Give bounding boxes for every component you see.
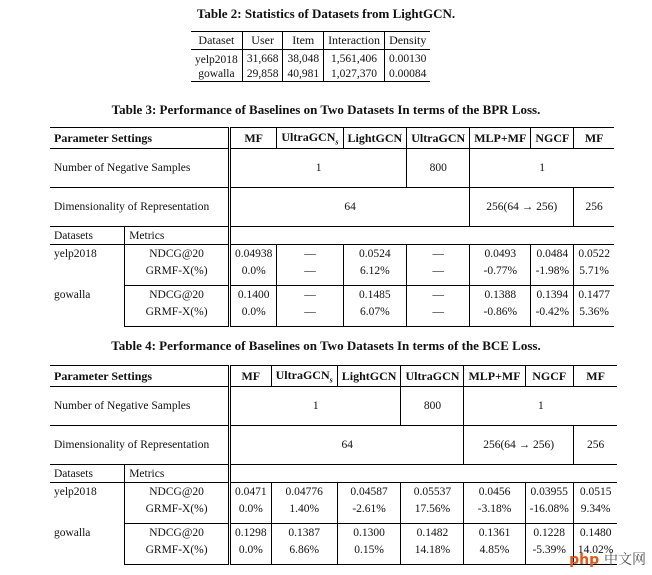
metric-name: NDCG@20: [125, 245, 230, 266]
dataset-name: yelp2018: [50, 483, 125, 524]
metric-value: 6.86%: [271, 544, 337, 565]
metric-value: 0.1482: [401, 524, 464, 545]
metric-value: 0.1387: [271, 524, 337, 545]
table3: [50, 127, 614, 327]
metric-value: 14.18%: [401, 544, 464, 565]
metric-value: 0.1228: [525, 524, 573, 545]
metric-value: 0.1300: [337, 524, 401, 545]
metric-value: 0.0%: [230, 265, 277, 286]
metric-value: 1.40%: [271, 503, 337, 524]
metric-value: —: [407, 245, 470, 266]
neg-samples-value: 1: [230, 387, 401, 426]
metric-value: -0.42%: [531, 306, 574, 327]
metric-value: 0.1485: [343, 286, 407, 307]
metric-name: NDCG@20: [125, 483, 230, 504]
metric-value: 0.1400: [230, 286, 277, 307]
col-header-ultragcn-s: UltraGCN$_s$: [271, 366, 337, 387]
table2: [191, 31, 430, 82]
metric-value: —: [277, 286, 343, 307]
metric-value: -16.08%: [525, 503, 573, 524]
t2-header: Interaction: [324, 32, 385, 50]
col-header-mlp-mf: MLP+MF: [470, 128, 531, 149]
t2-cell: 40,981: [283, 67, 324, 82]
param-settings-header: Parameter Settings: [50, 366, 230, 387]
metric-name: NDCG@20: [125, 286, 230, 307]
metrics-label: Metrics: [125, 465, 230, 483]
dimensionality-value: 256(64 → 256): [464, 426, 573, 465]
metric-value: —: [407, 265, 470, 286]
table4-caption: Table 4: Performance of Baselines on Two Datasets In terms of the BCE Loss.: [111, 338, 541, 353]
datasets-label: Datasets: [50, 227, 125, 245]
site-watermark: php 中文网: [569, 552, 646, 568]
metric-value: 0.0515: [579, 486, 612, 498]
table2-caption: Table 2: Statistics of Datasets from LightGCN.: [196, 6, 456, 21]
dimensionality-value: 64: [230, 426, 464, 465]
metric-value: -0.77%: [470, 265, 531, 286]
metric-value: 0.15%: [337, 544, 401, 565]
metric-name: GRMF-X(%): [125, 544, 230, 565]
metric-value: 0.0484: [531, 245, 574, 266]
metric-value: 0.05537: [401, 483, 464, 504]
col-header-ngcf: NGCF: [531, 128, 574, 149]
t2-header: Density: [385, 32, 431, 50]
metric-value: 0.1361: [464, 524, 525, 545]
metric-value: 0.0522: [578, 248, 610, 260]
metric-value: —: [407, 286, 470, 307]
metric-name: GRMF-X(%): [125, 306, 230, 327]
metric-value: —: [277, 306, 343, 327]
metric-value: 0.0471: [230, 483, 272, 504]
col-header-ultragcn: UltraGCN: [401, 366, 464, 387]
dimensionality-label: Dimensionality of Representation: [50, 426, 230, 465]
t2-cell: yelp2018: [191, 50, 242, 68]
neg-samples-value: 1: [230, 149, 407, 188]
metric-value: —: [277, 245, 343, 266]
metric-value: 0.0%: [230, 503, 272, 524]
metric-value: -2.61%: [337, 503, 401, 524]
metric-value: 0.04776: [271, 483, 337, 504]
metric-value: 14.02%: [573, 544, 617, 565]
dimensionality-value: 256: [574, 188, 614, 227]
metric-value: 0.1480: [579, 527, 612, 539]
col-header-mf: MF: [230, 366, 272, 387]
t2-cell: 29,858: [242, 67, 283, 82]
metric-value: —: [407, 306, 470, 327]
metric-value: -1.98%: [531, 265, 574, 286]
col-header-mf: MF: [230, 128, 277, 149]
neg-samples-value: 1: [470, 149, 614, 188]
metrics-label: Metrics: [125, 227, 230, 245]
metric-value: 0.0456: [464, 483, 525, 504]
neg-samples-value: 800: [407, 149, 470, 188]
col-header-lightgcn: LightGCN: [343, 128, 407, 149]
col-header-lightgcn: LightGCN: [337, 366, 401, 387]
t2-cell: 0.00130: [389, 52, 427, 65]
metric-value: 9.34%: [573, 503, 617, 524]
metric-value: -5.39%: [525, 544, 573, 565]
t2-header: User: [242, 32, 283, 50]
dimensionality-value: 256(64 → 256): [470, 188, 574, 227]
metric-value: 0.0524: [343, 245, 407, 266]
dimensionality-value: 256: [573, 426, 617, 465]
neg-samples-value: 800: [401, 387, 464, 426]
metric-value: 5.36%: [574, 306, 614, 327]
t2-header: Item: [283, 32, 324, 50]
metric-value: 0.1388: [470, 286, 531, 307]
metric-value: 6.12%: [343, 265, 407, 286]
col-header-ultragcn: UltraGCN: [407, 128, 470, 149]
metric-value: 0.0%: [230, 544, 272, 565]
metric-value: 0.1298: [230, 524, 272, 545]
metric-value: 0.1477: [578, 289, 610, 301]
col-header-mlp-mf: MLP+MF: [464, 366, 525, 387]
t2-cell: gowalla: [191, 67, 242, 82]
param-settings-header: Parameter Settings: [50, 128, 230, 149]
col-header-ngcf: NGCF: [525, 366, 573, 387]
table4: [50, 365, 617, 565]
metric-value: -0.86%: [470, 306, 531, 327]
metric-value: 17.56%: [401, 503, 464, 524]
col-header-ultragcn-s: UltraGCN$_s$: [277, 128, 343, 149]
table3-caption: Table 3: Performance of Baselines on Two Datasets In terms of the BPR Loss.: [111, 102, 541, 117]
dataset-name: yelp2018: [50, 245, 125, 286]
metric-value: 0.04938: [230, 245, 277, 266]
dimensionality-value: 64: [230, 188, 470, 227]
dataset-name: gowalla: [50, 524, 125, 565]
t2-cell: 38,048: [283, 50, 324, 68]
metric-value: -3.18%: [464, 503, 525, 524]
metric-value: 4.85%: [464, 544, 525, 565]
t2-cell: 1,027,370: [324, 67, 385, 82]
metric-value: 0.0%: [230, 306, 277, 327]
neg-samples-label: Number of Negative Samples: [50, 149, 230, 188]
t2-cell: 1,561,406: [324, 50, 385, 68]
metric-name: GRMF-X(%): [125, 265, 230, 286]
dataset-name: gowalla: [50, 286, 125, 327]
metric-value: 0.1394: [531, 286, 574, 307]
t2-cell: 31,668: [242, 50, 283, 68]
metric-value: 5.71%: [574, 265, 614, 286]
neg-samples-label: Number of Negative Samples: [50, 387, 230, 426]
metric-value: 6.07%: [343, 306, 407, 327]
metric-value: 0.0493: [470, 245, 531, 266]
col-header-mf-2: MF: [573, 366, 617, 387]
datasets-label: Datasets: [50, 465, 125, 483]
t2-header: Dataset: [191, 32, 242, 50]
t2-cell: 0.00084: [385, 67, 431, 82]
dimensionality-label: Dimensionality of Representation: [50, 188, 230, 227]
neg-samples-value: 1: [464, 387, 617, 426]
metric-name: GRMF-X(%): [125, 503, 230, 524]
metric-value: —: [277, 265, 343, 286]
metric-value: 0.03955: [525, 483, 573, 504]
metric-value: 0.04587: [337, 483, 401, 504]
metric-name: NDCG@20: [125, 524, 230, 545]
col-header-mf-2: MF: [574, 128, 614, 149]
